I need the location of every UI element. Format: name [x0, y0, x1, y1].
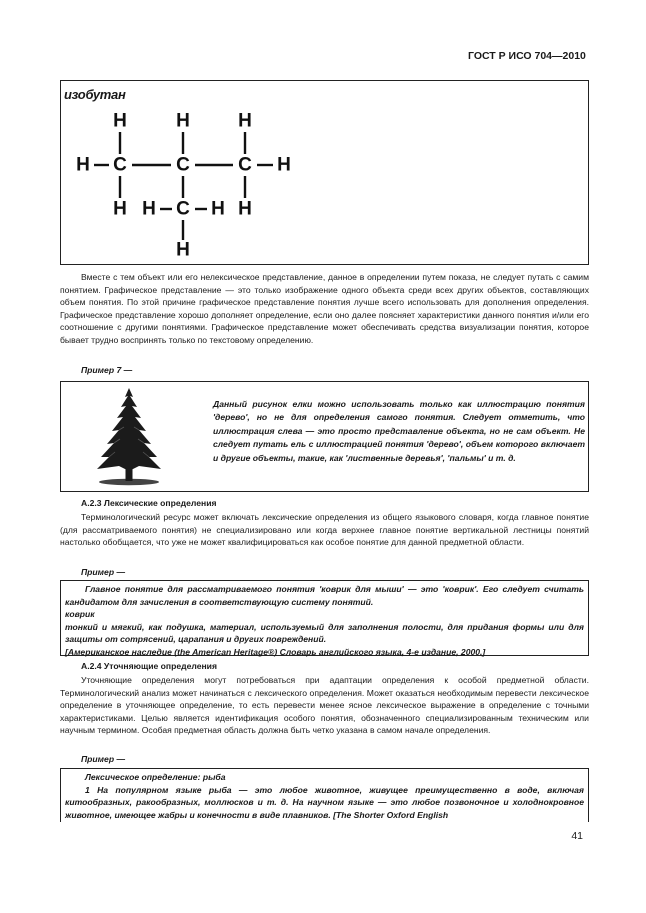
atom-h: H: [238, 110, 252, 132]
atom-c: C: [176, 198, 190, 220]
example-fish-content: [65, 771, 584, 821]
bonds: [94, 132, 273, 240]
example-mousepad-box: [60, 580, 589, 656]
atom-h: H: [113, 198, 127, 220]
atom-h: H: [277, 154, 291, 176]
isobutane-figure: [60, 80, 589, 265]
atom-h: H: [76, 154, 90, 176]
example-fish-box: [60, 768, 589, 822]
example-fish-line1: Лексическое определение: рыба: [85, 772, 226, 782]
section-a24-paragraph: [60, 674, 589, 737]
atom-c: C: [113, 154, 127, 176]
section-a23-paragraph: [60, 511, 589, 549]
atom-h: H: [176, 239, 190, 261]
example-mousepad-label: Пример —: [81, 567, 126, 577]
atom-c: C: [176, 154, 190, 176]
paragraph-text: Уточняющие определения могут потребоваться при адаптации определения к особой предметной области. Терминологический анализ может начинаться с лексического определения. Может оказаться необходимым перевести лексическое определение в уточняющее определение, то есть перевести менее ясное лексическое выражение в определение с точными характеристиками. Целью является идентификация особого понятия, обозначенного специализированным техническим или научным термином. Особая предметная область должна быть четко указана в самом начале определения.: [60, 675, 589, 736]
isobutane-label: изобутан: [64, 87, 126, 102]
example-mousepad-source: [Американское наследие (the American Heritage®) Словарь английского языка, 4-е издание, 2000.]: [65, 646, 486, 657]
example-mousepad-content: [65, 583, 584, 658]
atom-h: H: [176, 110, 190, 132]
spruce-tree-image: [93, 387, 165, 487]
running-header: ГОСТ Р ИСО 704—2010: [468, 50, 586, 62]
atom-h: H: [142, 198, 156, 220]
atom-h: H: [113, 110, 127, 132]
example-7-text: Данный рисунок елки можно использовать только как иллюстрацию понятия 'дерево', но не для определения самого понятия. Следует отметить, что иллюстрация слева — это просто представление объекта, но не сам объект. Не следует путать ель с иллюстрацией понятия 'дерево', объем которого включает и другие объекты, такие, как 'лиственные деревья', 'пальмы' и т. д.: [213, 399, 585, 463]
example-mousepad-line1: Главное понятие для рассматриваемого понятия 'коврик для мыши' — это 'коврик'. Его следует считать кандидатом для зачисления в соответствующую систему понятий.: [65, 584, 584, 607]
atom-c: C: [238, 154, 252, 176]
atom-h: H: [211, 198, 225, 220]
example-fish-label: Пример —: [81, 754, 126, 764]
example-7-box: [60, 381, 589, 492]
isobutane-structure: [61, 81, 588, 264]
example-mousepad-definition: тонкий и мягкий, как подушка, материал, используемый для заполнения полости, для придания формы или для защиты от сотрясений, царапания и других повреждений.: [65, 621, 584, 644]
paragraph-text: Вместе с тем объект или его нелексическое представление, данное в определении путем показа, не следует путать с самим понятием. Графическое представление — это только изображение одного объекта среди всех других объектов, составляющих объем понятия. По этой причине графическое представление понятия лучше всего использовать для дополнения определения. Графическое представление хорошо дополняет определение, если оно далее поясняет характеристики данного понятия и/или его соотношение с другими понятиями. Графическое представление может обеспечивать средства визуализации понятия, которое бывает трудно воспринять только по текстовому определению.: [60, 272, 589, 345]
page-number: 41: [571, 830, 583, 842]
example-7-label: Пример 7 —: [81, 365, 133, 375]
atom-h: H: [238, 198, 252, 220]
example-mousepad-term: коврик: [65, 609, 95, 619]
example-fish-line2: 1 На популярном языке рыба — это любое животное, живущее преимущественно в воде, включая китообразных, ракообразных, моллюсков и т. д. На научном языке — это любое позвоночное и холоднокровное животное, имеющее жабры и конечности в виде плавников. [The Shorter Oxford English: [65, 784, 584, 820]
paragraph-text: Терминологический ресурс может включать лексические определения из общего языкового словаря, когда главное понятие (для рассматриваемого понятия) не специализировано или когда верхнее главное понятие вертикальной лестницы понятий настолько обобщается, что уже не может квалифицироваться как особое понятие для данной предметной области.: [60, 512, 589, 548]
section-a23-heading: А.2.3 Лексические определения: [81, 498, 217, 508]
paragraph-graphic-representation: [60, 271, 589, 347]
section-a24-heading: А.2.4 Уточняющие определения: [81, 661, 217, 671]
